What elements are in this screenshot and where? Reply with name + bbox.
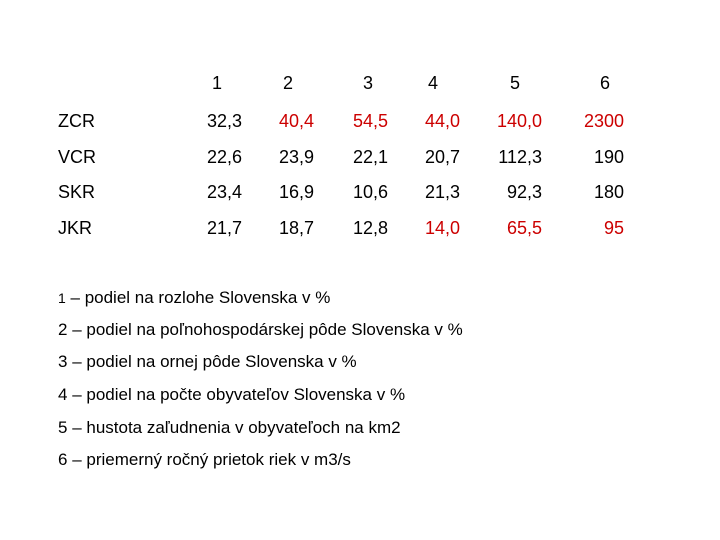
- legend-text: – podiel na počte obyvateľov Slovenska v %: [67, 385, 406, 404]
- table-cell: 16,9: [278, 182, 314, 202]
- table-cell: 44,0: [424, 111, 460, 131]
- table-cell: 22,6: [206, 147, 242, 167]
- legend-text: – podiel na ornej pôde Slovenska v %: [67, 352, 357, 371]
- table-cell: 190: [593, 147, 624, 167]
- legend-item: [58, 418, 401, 438]
- legend-number: 3: [58, 352, 68, 371]
- column-header-1: 1: [212, 73, 223, 93]
- legend-text: – podiel na rozlohe Slovenska v %: [65, 288, 331, 307]
- column-header-2: 2: [283, 73, 294, 93]
- table-cell: 54,5: [352, 111, 388, 131]
- table-cell: 2300: [583, 111, 624, 131]
- legend-number: 1: [58, 290, 66, 306]
- column-header-5: 5: [510, 73, 521, 93]
- column-header-3: 3: [363, 73, 374, 93]
- legend-item: [58, 450, 351, 470]
- row-label-jkr: JKR: [58, 218, 93, 238]
- table-cell: 40,4: [278, 111, 314, 131]
- row-label-zcr: ZCR: [58, 111, 95, 131]
- table-cell: 95: [603, 218, 624, 238]
- row-label-skr: SKR: [58, 182, 96, 202]
- legend-item: [58, 352, 357, 372]
- table-cell: 180: [593, 182, 624, 202]
- legend-item: [58, 320, 463, 340]
- table-cell: 10,6: [352, 182, 388, 202]
- legend-number: 5: [58, 418, 68, 437]
- table-cell: 92,3: [506, 182, 542, 202]
- legend-number: 4: [58, 385, 68, 404]
- legend-number: 2: [58, 320, 68, 339]
- table-cell: 23,9: [278, 147, 314, 167]
- table-cell: 22,1: [352, 147, 388, 167]
- table-cell: 21,3: [424, 182, 460, 202]
- legend-number: 6: [58, 450, 68, 469]
- table-cell: 23,4: [206, 182, 242, 202]
- table-cell: 21,7: [206, 218, 242, 238]
- legend-item: [58, 385, 405, 405]
- table-cell: 18,7: [278, 218, 314, 238]
- table-cell: 14,0: [424, 218, 460, 238]
- table-cell: 112,3: [498, 147, 542, 167]
- table-cell: 65,5: [506, 218, 542, 238]
- legend-text: – hustota zaľudnenia v obyvateľoch na km2: [67, 418, 401, 437]
- column-header-6: 6: [600, 73, 611, 93]
- legend-text: – podiel na poľnohospodárskej pôde Slovenska v %: [67, 320, 463, 339]
- legend-item: [58, 288, 330, 308]
- row-label-vcr: VCR: [58, 147, 97, 167]
- table-cell: 32,3: [206, 111, 242, 131]
- table-cell: 12,8: [352, 218, 388, 238]
- column-header-4: 4: [428, 73, 439, 93]
- table-cell: 20,7: [424, 147, 460, 167]
- legend-text: – priemerný ročný prietok riek v m3/s: [67, 450, 351, 469]
- table-cell: 140,0: [496, 111, 542, 131]
